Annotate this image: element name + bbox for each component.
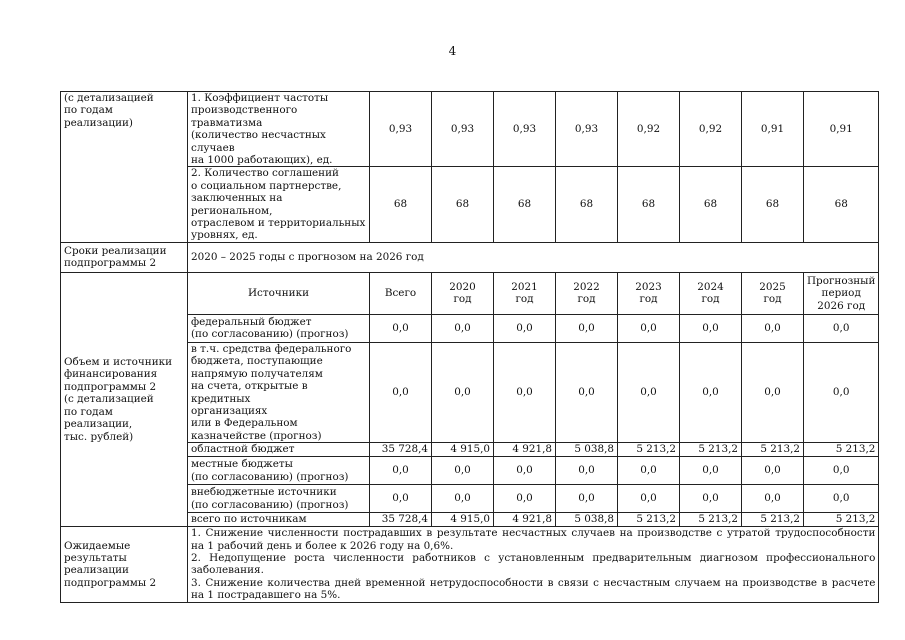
- amount: 0,0: [742, 485, 804, 513]
- indicator-value: 0,93: [556, 92, 618, 167]
- amount: 0,0: [494, 342, 556, 442]
- financing-header: 2021 год: [494, 272, 556, 314]
- amount: 0,0: [494, 457, 556, 485]
- indicator-value: 0,92: [618, 92, 680, 167]
- result-item: 2. Недопущение роста численности работников с установленным предварительным диагнозом профессионального заболевания.: [191, 551, 876, 577]
- indicator-value: 68: [432, 167, 494, 242]
- amount: 5 213,2: [804, 513, 879, 527]
- indicator-value: 68: [494, 167, 556, 242]
- amount: 4 915,0: [432, 443, 494, 457]
- amount: 5 213,2: [742, 513, 804, 527]
- financing-header: 2024 год: [680, 272, 742, 314]
- amount: 0,0: [618, 485, 680, 513]
- amount: 0,0: [370, 342, 432, 442]
- amount: 0,0: [556, 314, 618, 342]
- source-name: федеральный бюджет (по согласованию) (прогноз): [188, 314, 370, 342]
- indicators-label: (с детализацией по годам реализации): [61, 92, 188, 243]
- amount: 0,0: [556, 342, 618, 442]
- amount: 0,0: [680, 485, 742, 513]
- indicator-value: 0,93: [370, 92, 432, 167]
- amount: 0,0: [680, 314, 742, 342]
- financing-header: Источники: [188, 272, 370, 314]
- amount: 0,0: [370, 314, 432, 342]
- terms-label: Сроки реализации подпрограммы 2: [61, 242, 188, 272]
- amount: 0,0: [370, 485, 432, 513]
- indicator-value: 68: [742, 167, 804, 242]
- amount: 4 921,8: [494, 443, 556, 457]
- amount: 0,0: [742, 457, 804, 485]
- indicator-name: 2. Количество соглашений о социальном партнерстве, заключенных на региональном, отраслевом и территориальных уровнях, ед.: [188, 167, 370, 242]
- indicator-name: 1. Коэффициент частоты производственного травматизма (количество несчастных случаев на 1000 работающих), ед.: [188, 92, 370, 167]
- amount: 0,0: [680, 457, 742, 485]
- financing-header: Всего: [370, 272, 432, 314]
- amount: 5 213,2: [618, 513, 680, 527]
- amount: 0,0: [804, 457, 879, 485]
- indicator-value: 0,91: [804, 92, 879, 167]
- indicator-value: 68: [370, 167, 432, 242]
- indicator-value: 0,93: [432, 92, 494, 167]
- financing-label: Объем и источники финансирования подпрограммы 2 (с детализацией по годам реализации, тыс. рублей): [61, 272, 188, 526]
- amount: 35 728,4: [370, 443, 432, 457]
- financing-header: 2020 год: [432, 272, 494, 314]
- indicator-value: 68: [618, 167, 680, 242]
- amount: 5 213,2: [742, 443, 804, 457]
- results-row: [61, 527, 879, 602]
- amount: 5 213,2: [804, 443, 879, 457]
- amount: 0,0: [804, 485, 879, 513]
- source-name: всего по источникам: [188, 513, 370, 527]
- amount: 5 038,8: [556, 443, 618, 457]
- result-item: 3. Снижение количества дней временной нетрудоспособности в связи с несчастным случаем на производстве в расчете на 1 пострадавшего на 5%.: [191, 576, 876, 602]
- indicator-value: 68: [680, 167, 742, 242]
- results-label: Ожидаемые результаты реализации подпрограммы 2: [61, 527, 188, 602]
- amount: 0,0: [618, 314, 680, 342]
- amount: 0,0: [556, 457, 618, 485]
- amount: 0,0: [432, 342, 494, 442]
- amount: 0,0: [804, 314, 879, 342]
- source-name: областной бюджет: [188, 443, 370, 457]
- financing-header: 2025 год: [742, 272, 804, 314]
- amount: 0,0: [618, 457, 680, 485]
- results-list: [188, 527, 879, 602]
- amount: 0,0: [432, 314, 494, 342]
- amount: 0,0: [742, 342, 804, 442]
- terms-row: [61, 242, 879, 272]
- indicator-row: [61, 92, 879, 167]
- amount: 0,0: [432, 457, 494, 485]
- amount: 0,0: [618, 342, 680, 442]
- indicator-value: 0,91: [742, 92, 804, 167]
- terms-value: 2020 – 2025 годы с прогнозом на 2026 год: [188, 242, 879, 272]
- indicator-value: 0,92: [680, 92, 742, 167]
- amount: 0,0: [432, 485, 494, 513]
- amount: 0,0: [742, 314, 804, 342]
- financing-header: 2022 год: [556, 272, 618, 314]
- indicator-value: 0,93: [494, 92, 556, 167]
- financing-header-row: [61, 272, 879, 314]
- indicator-value: 68: [804, 167, 879, 242]
- passport-table: [60, 91, 879, 603]
- indicator-value: 68: [556, 167, 618, 242]
- financing-header: 2023 год: [618, 272, 680, 314]
- amount: 35 728,4: [370, 513, 432, 527]
- result-item: 1. Снижение численности пострадавших в результате несчастных случаев на производстве с утратой трудоспособности на 1 рабочий день и более к 2026 году на 0,6%.: [191, 527, 876, 552]
- amount: 0,0: [494, 314, 556, 342]
- amount: 0,0: [494, 485, 556, 513]
- source-name: в т.ч. средства федерального бюджета, поступающие напрямую получателям на счета, открытые в кредитных организациях или в Федеральном казначействе (прогноз): [188, 342, 370, 442]
- amount: 4 915,0: [432, 513, 494, 527]
- amount: 0,0: [804, 342, 879, 442]
- amount: 0,0: [680, 342, 742, 442]
- amount: 0,0: [556, 485, 618, 513]
- amount: 4 921,8: [494, 513, 556, 527]
- amount: 0,0: [370, 457, 432, 485]
- source-name: внебюджетные источники (по согласованию) (прогноз): [188, 485, 370, 513]
- financing-header: Прогнозный период 2026 год: [804, 272, 879, 314]
- page-number: 4: [448, 44, 457, 58]
- amount: 5 213,2: [618, 443, 680, 457]
- amount: 5 038,8: [556, 513, 618, 527]
- source-name: местные бюджеты (по согласованию) (прогноз): [188, 457, 370, 485]
- amount: 5 213,2: [680, 443, 742, 457]
- amount: 5 213,2: [680, 513, 742, 527]
